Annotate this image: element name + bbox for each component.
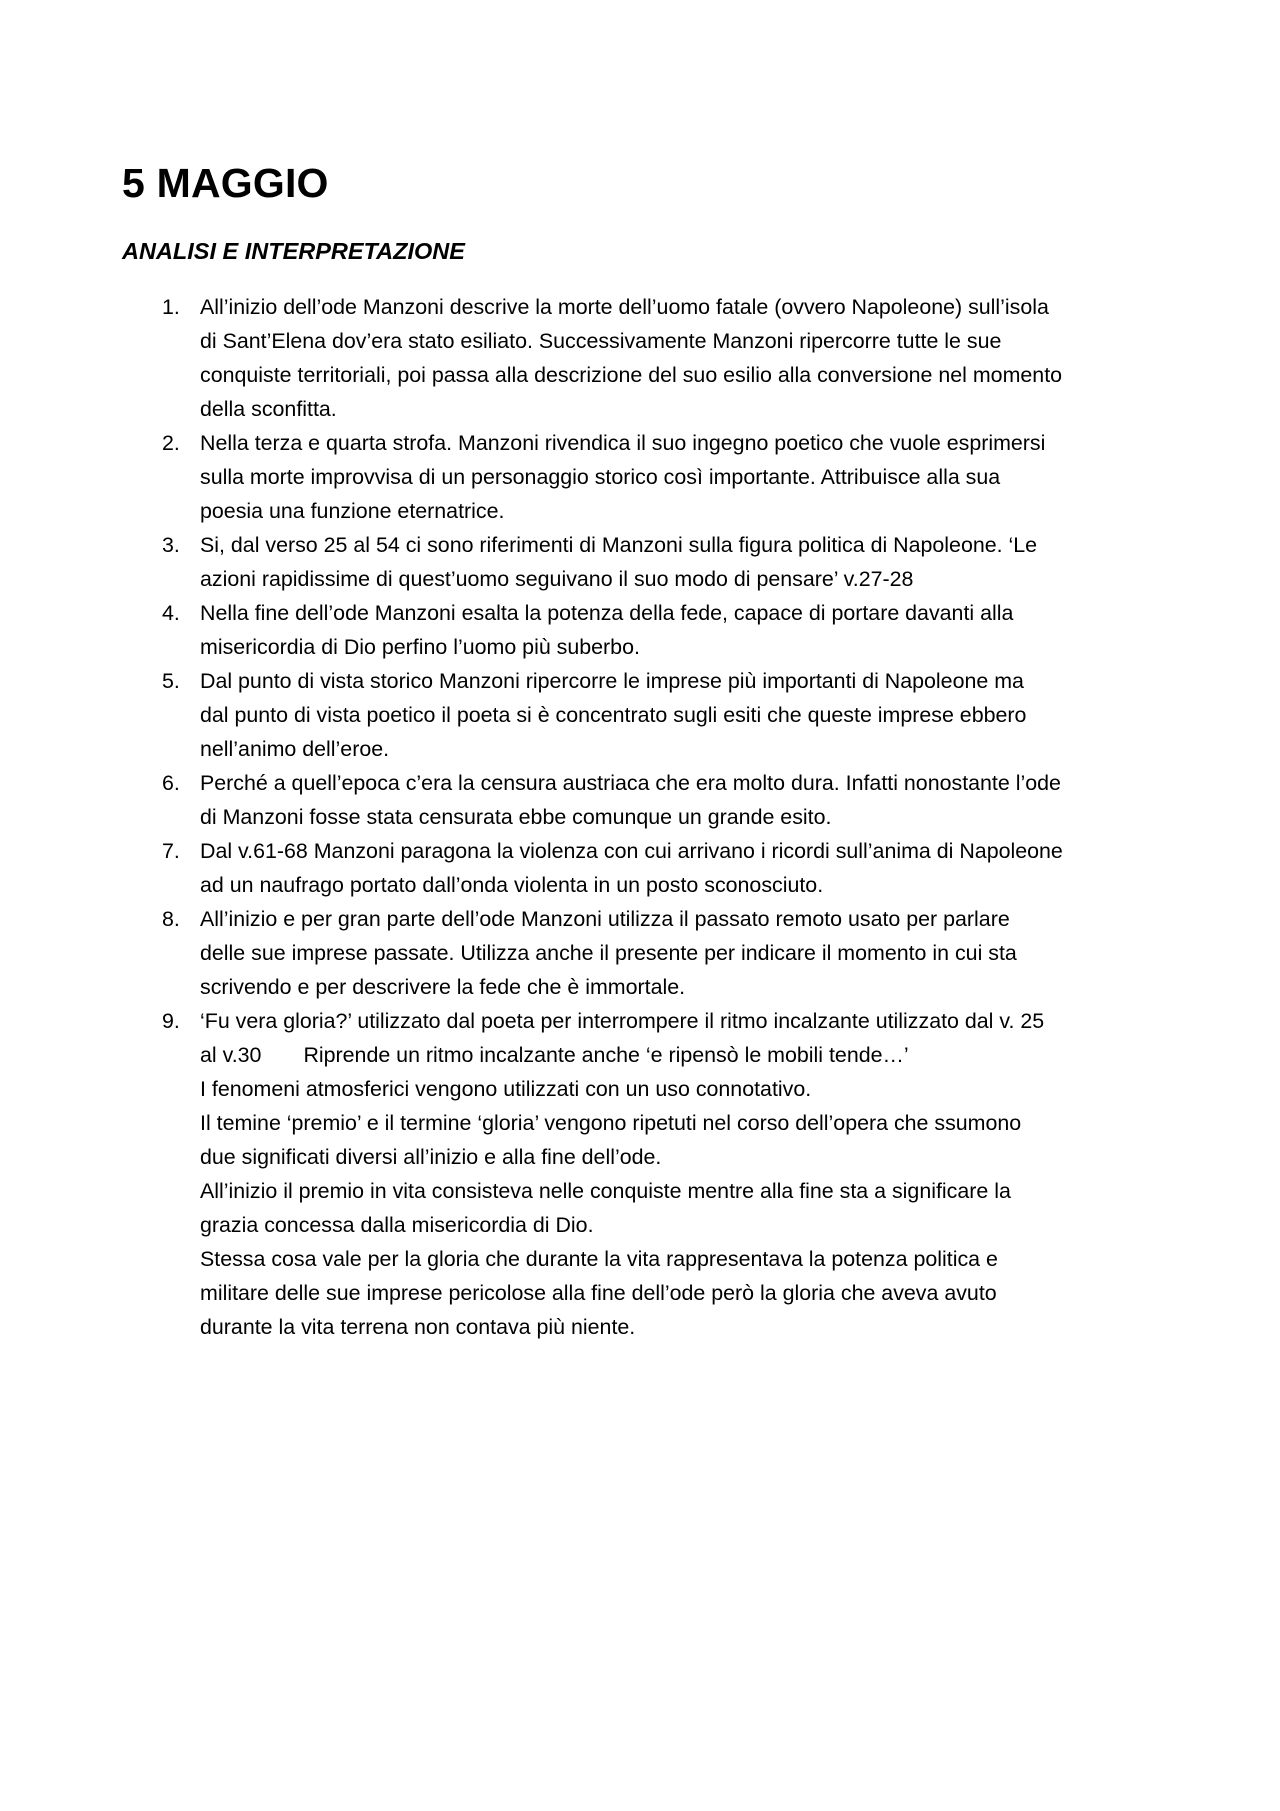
list-item-number: 5. — [162, 669, 180, 693]
list-item-text: scrivendo e per descrivere la fede che è immortale. — [200, 975, 686, 999]
list-item-text: ad un naufrago portato dall’onda violenta in un posto sconosciuto. — [200, 873, 824, 897]
list-item — [150, 834, 1170, 902]
list-item-text: Stessa cosa vale per la gloria che durante la vita rappresentava la potenza politica e — [200, 1247, 998, 1271]
list-item-number: 1. — [162, 295, 180, 319]
list-item-text: della sconfitta. — [200, 397, 337, 421]
list-item-text: due significati diversi all’inizio e alla fine dell’ode. — [200, 1145, 662, 1169]
list-item-text: Il temine ‘premio’ e il termine ‘gloria’ vengono ripetuti nel corso dell’opera che ssumono — [200, 1111, 1022, 1135]
list-item — [150, 664, 1170, 766]
list-item-number: 8. — [162, 907, 180, 931]
list-item-text: durante la vita terrena non contava più niente. — [200, 1315, 636, 1339]
list-item-text: sulla morte improvvisa di un personaggio storico così importante. Attribuisce alla sua — [200, 465, 1001, 489]
list-item-text: Riprende un ritmo incalzante anche ‘e ripensò le mobili tende…’ — [303, 1043, 909, 1067]
list-item-text: misericordia di Dio perfino l’uomo più suberbo. — [200, 635, 640, 659]
list-item-text: All’inizio e per gran parte dell’ode Manzoni utilizza il passato remoto usato per parlare — [200, 907, 1010, 931]
list-item-text: I fenomeni atmosferici vengono utilizzati con un uso connotativo. — [200, 1077, 812, 1101]
page-subtitle: ANALISI E INTERPRETAZIONE — [122, 238, 465, 264]
list-item-text: Nella terza e quarta strofa. Manzoni rivendica il suo ingegno poetico che vuole esprimersi — [200, 431, 1046, 455]
list-item-number: 3. — [162, 533, 180, 557]
list-item-text: poesia una funzione eternatrice. — [200, 499, 505, 523]
list-item-number: 6. — [162, 771, 180, 795]
list-item-text: militare delle sue imprese pericolose alla fine dell’ode però la gloria che aveva avuto — [200, 1281, 997, 1305]
page-title: 5 MAGGIO — [122, 160, 329, 206]
list-item-text-row — [200, 1038, 1170, 1072]
list-item — [150, 596, 1170, 664]
list-item-number: 2. — [162, 431, 180, 455]
list-item — [150, 902, 1170, 1004]
list-item-number: 9. — [162, 1009, 180, 1033]
list-item-text: nell’animo dell’eroe. — [200, 737, 390, 761]
list-item-text: ‘Fu vera gloria?’ utilizzato dal poeta per interrompere il ritmo incalzante utilizzato dal v. 25 — [200, 1009, 1045, 1033]
list-item-text: All’inizio dell’ode Manzoni descrive la morte dell’uomo fatale (ovvero Napoleone) sull’isola — [200, 295, 1049, 319]
list-item-text: conquiste territoriali, poi passa alla descrizione del suo esilio alla conversione nel momento — [200, 363, 1063, 387]
list-item-text: dal punto di vista poetico il poeta si è concentrato sugli esiti che queste imprese ebbero — [200, 703, 1027, 727]
list-item-text: All’inizio il premio in vita consisteva nelle conquiste mentre alla fine sta a significare la — [200, 1179, 1011, 1203]
list-item-text: di Sant’Elena dov’era stato esiliato. Successivamente Manzoni ripercorre tutte le sue — [200, 329, 1002, 353]
list-item-text: grazia concessa dalla misericordia di Dio. — [200, 1213, 594, 1237]
list-item-text: Nella fine dell’ode Manzoni esalta la potenza della fede, capace di portare davanti alla — [200, 601, 1014, 625]
list-item — [150, 1004, 1170, 1344]
list-item-text: delle sue imprese passate. Utilizza anche il presente per indicare il momento in cui sta — [200, 941, 1017, 965]
list-item-text: al v.30 — [200, 1043, 262, 1067]
list-item-number: 4. — [162, 601, 180, 625]
list-item — [150, 290, 1170, 426]
list-item — [150, 766, 1170, 834]
list-item-text: azioni rapidissime di quest’uomo seguivano il suo modo di pensare’ v.27-28 — [200, 567, 914, 591]
list-item-text: Perché a quell’epoca c’era la censura austriaca che era molto dura. Infatti nonostante l’ode — [200, 771, 1061, 795]
list-item — [150, 426, 1170, 528]
answers-list — [150, 290, 1170, 1344]
list-item — [150, 528, 1170, 596]
list-item-text: Si, dal verso 25 al 54 ci sono riferimenti di Manzoni sulla figura politica di Napoleone. ‘Le — [200, 533, 1038, 557]
list-item-text: Dal punto di vista storico Manzoni ripercorre le imprese più importanti di Napoleone ma — [200, 669, 1024, 693]
list-item-text: di Manzoni fosse stata censurata ebbe comunque un grande esito. — [200, 805, 832, 829]
list-item-text: Dal v.61-68 Manzoni paragona la violenza con cui arrivano i ricordi sull’anima di Napoleone — [200, 839, 1063, 863]
list-item-number: 7. — [162, 839, 180, 863]
